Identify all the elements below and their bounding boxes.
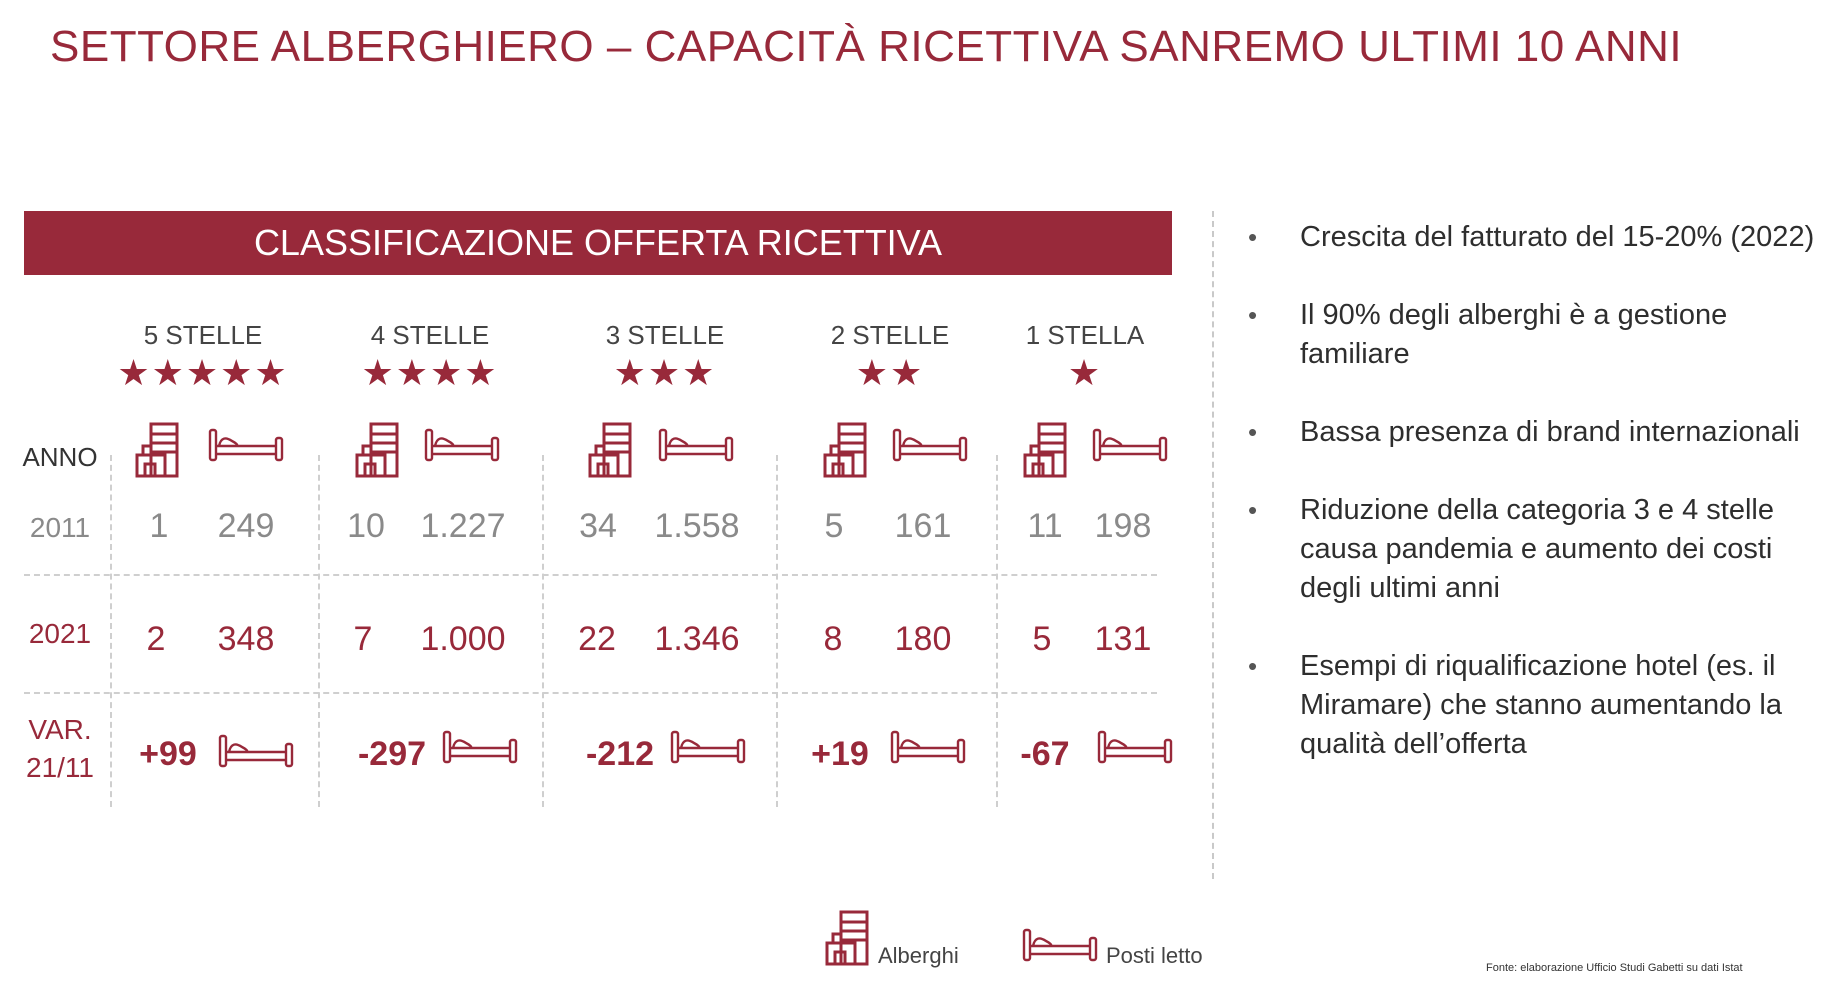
category-label: 2 STELLE xyxy=(830,320,950,350)
bed-icon xyxy=(208,428,284,462)
beds-2021: 1.000 xyxy=(420,620,506,658)
bullet-item: • Il 90% degli alberghi è a gestione familiare xyxy=(1248,296,1818,374)
bed-icon xyxy=(1092,428,1168,462)
page-title: SETTORE ALBERGHIERO – CAPACITÀ RICETTIVA SANREMO ULTIMI 10 ANNI xyxy=(50,22,1683,71)
beds-2011: 1.558 xyxy=(654,507,740,545)
year-header: ANNO xyxy=(22,442,98,472)
stars-rating: ★★★★ xyxy=(361,353,499,394)
var-beds: +99 xyxy=(139,735,197,773)
bullet-item: • Esempi di riqualificazione hotel (es. il Miramare) che stanno aumentando la qualità dell’offerta xyxy=(1248,647,1818,764)
hotels-2021: 2 xyxy=(146,620,166,658)
hotels-2011: 5 xyxy=(824,507,844,545)
bed-icon xyxy=(442,730,518,764)
hotel-building-icon xyxy=(1023,422,1067,478)
category-label: 1 STELLA xyxy=(1025,320,1145,350)
var-beds: +19 xyxy=(811,735,869,773)
bed-icon xyxy=(892,428,968,462)
beds-2011: 1.227 xyxy=(420,507,506,545)
stars-rating: ★ xyxy=(1067,353,1103,394)
hotels-2021: 7 xyxy=(353,620,373,658)
source-note: Fonte: elaborazione Ufficio Studi Gabetti su dati Istat xyxy=(1486,962,1743,974)
stars-rating: ★★ xyxy=(855,353,925,394)
stars-rating: ★★★★★ xyxy=(117,353,289,394)
main-divider xyxy=(1212,211,1214,879)
hotel-building-icon xyxy=(588,422,632,478)
beds-2011: 161 xyxy=(894,507,952,545)
hotels-2011: 34 xyxy=(579,507,617,545)
row-label-var: VAR. xyxy=(28,714,92,745)
bullet-item: • Bassa presenza di brand internazionali xyxy=(1248,413,1818,452)
bed-icon xyxy=(218,734,294,768)
row-label-2011: 2011 xyxy=(29,512,91,543)
var-beds: -212 xyxy=(585,735,655,773)
section-banner: CLASSIFICAZIONE OFFERTA RICETTIVA xyxy=(24,211,1172,275)
legend-hotels-label: Alberghi xyxy=(878,943,959,968)
hotel-building-icon xyxy=(823,422,867,478)
hotels-2011: 1 xyxy=(149,507,169,545)
beds-2021: 180 xyxy=(894,620,952,658)
bed-icon xyxy=(658,428,734,462)
bed-icon xyxy=(670,730,746,764)
key-points-list xyxy=(1248,218,1818,803)
row-label-var-period: 21/11 xyxy=(26,752,94,783)
bed-icon xyxy=(890,730,966,764)
stars-rating: ★★★ xyxy=(613,353,717,394)
beds-2021: 131 xyxy=(1094,620,1152,658)
var-beds: -297 xyxy=(357,735,427,773)
legend-beds-label: Posti letto xyxy=(1106,943,1203,968)
category-label: 3 STELLE xyxy=(605,320,725,350)
hotels-2021: 22 xyxy=(578,620,616,658)
row-label-2021: 2021 xyxy=(28,618,92,649)
hotels-2021: 8 xyxy=(823,620,843,658)
hotels-2011: 11 xyxy=(1027,507,1063,545)
category-label: 4 STELLE xyxy=(370,320,490,350)
hotels-2021: 5 xyxy=(1032,620,1052,658)
hotels-2011: 10 xyxy=(347,507,385,545)
beds-2011: 198 xyxy=(1094,507,1152,545)
beds-2021: 1.346 xyxy=(654,620,740,658)
bed-icon xyxy=(1022,928,1098,962)
row-divider xyxy=(24,574,1157,576)
row-divider xyxy=(24,692,1157,694)
var-beds: -67 xyxy=(1020,735,1070,773)
bullet-item: • Crescita del fatturato del 15-20% (2022) xyxy=(1248,218,1818,257)
bed-icon xyxy=(424,428,500,462)
hotel-building-icon xyxy=(135,422,179,478)
beds-2011: 249 xyxy=(217,507,275,545)
category-label: 5 STELLE xyxy=(143,320,263,350)
hotel-building-icon xyxy=(355,422,399,478)
hotel-building-icon xyxy=(825,910,869,966)
beds-2021: 348 xyxy=(217,620,275,658)
bullet-item: • Riduzione della categoria 3 e 4 stelle causa pandemia e aumento dei costi degli ultimi anni xyxy=(1248,491,1818,608)
bed-icon xyxy=(1097,730,1173,764)
